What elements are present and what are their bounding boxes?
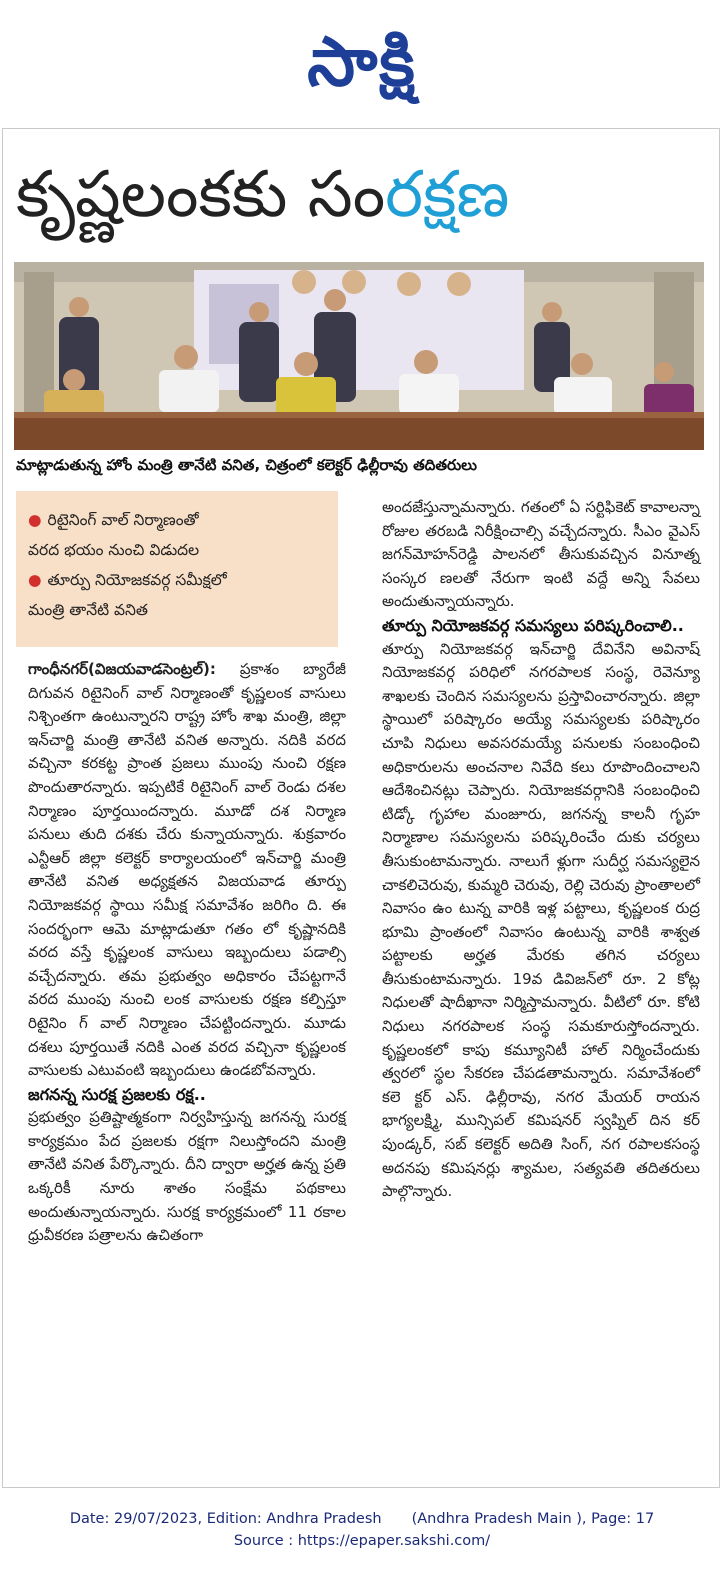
- footer-source-link[interactable]: Source : https://epaper.sakshi.com/: [233, 1533, 491, 1549]
- article-headline: [16, 160, 716, 230]
- highlight-line-1: ● రిటైనింగ్ వాల్ నిర్మాణంతో: [28, 511, 199, 529]
- bullet-icon: ●: [28, 571, 42, 589]
- subheading-jagananna-suraksha: జగనన్న సురక్ష ప్రజలకు రక్ష..: [28, 1084, 206, 1104]
- footer-edition-line: Date: 29/07/2023, Edition: Andhra Pradesh (Andhra Pradesh Main ), Page: 17: [69, 1511, 655, 1527]
- article-photo: [14, 262, 704, 450]
- meeting-photo-illustration: [14, 262, 704, 450]
- highlight-line-3: ● తూర్పు నియోజకవర్గ సమీక్షలో: [28, 571, 227, 589]
- highlight-line-4: మంత్రి తానేటి వనిత: [28, 601, 148, 619]
- body-paragraph-2: ప్రభుత్వం ప్రతిష్టాత్మకంగా నిర్వహిస్తున్న జగనన్న సురక్ష కార్యక్రమం పేద ప్రజలకు రక్షగా నిలుస్తోందని మంత్రి తానేటి వనిత పేర్కొన్నారు. దీని ద్వారా అర్హత ఉన్న ప్రతి ఒక్కరికీ నూరు శాతం సంక్షేమ పథకాలు అందుతున్నాయన్నారు. సురక్ష కార్యక్రమంలో 11 రకాల ధ్రువీకరణ పత్రాలను ఉచితంగా: [28, 1108, 346, 1245]
- body-paragraph-1: గాంధీనగర్(విజయవాడసెంట్రల్): ప్రకాశం బ్యారేజీ దిగువన రిటైనింగ్ వాల్ నిర్మాణంతో కృష్ణలంక వాసులు నిశ్చింతగా ఉంటున్నారని రాష్ట్ర హోం శాఖ మంత్రి, జిల్లా ఇన్‌చార్జి మంత్రి తానేటి వనిత అన్నారు. నదికి వరద వచ్చినా కరకట్ట ప్రాంత ప్రజలు ముంపు నుంచి రక్షణ పొందుతారన్నారు. ఇప్పటికే రిటైనింగ్ వాల్ రెండు దశల నిర్మాణం పూర్తయిందన్నారు. మూడో దశ నిర్మాణ పనులు తుది దశకు చేరు కున్నాయన్నారు. శుక్రవారం ఎన్టీఆర్ జిల్లా కలెక్టర్ కార్యాలయంలో ఇన్‌చార్జి మంత్రి తానేటి వనిత అధ్యక్షతన విజయవాడ తూర్పు నియోజకవర్గ స్థాయి సమీక్ష సమావేశం జరిగిం ది. ఈ సందర్భంగా ఆమె మాట్లాడుతూ గతం లో కృష్ణానదికి వరద వస్తే కృష్ణలంక వాసులు ఇబ్బందులు పడాల్సి వచ్చేదన్నారు. తమ ప్రభుత్వం అధికారం చేపట్టగానే వరద ముంపు నుంచి లంక వాసులకు రక్షణ కల్పిస్తూ రిటైనిం గ్ వాల్ నిర్మాణం చేపట్టిందన్నారు. మూడు దశలు పూర్తయితే నదికి ఎంత వరద వచ్చినా కృష్ణలంక వాసులకు ఎటువంటి ఇబ్బందులు ఉండబోవన్నారు.: [28, 660, 346, 1080]
- article-column-right: [382, 496, 700, 1204]
- bullet-icon: ●: [28, 511, 42, 529]
- subheading-east-constituency: తూర్పు నియోజకవర్గ సమస్యలు పరిష్కరించాలి..: [382, 615, 684, 635]
- epaper-footer: [0, 1508, 724, 1552]
- headline-main: కృష్ణలంకకు సం: [16, 158, 386, 232]
- body-paragraph-3: అందజేస్తున్నామన్నారు. గతంలో ఏ సర్టిఫికెట్ కావాలన్నా రోజుల తరబడి నిరీక్షించాల్సి వచ్చేదన్నారు. సీఎం వైఎస్ జగన్‌మోహన్‌రెడ్డి పాలనలో తీసుకువచ్చిన వినూత్న సంస్కర ణలతో నేరుగా ఇంటి వద్దే అన్ని సేవలు అందుతున్నాయన్నారు.: [382, 498, 700, 611]
- highlights-box: [16, 491, 338, 647]
- headline-accent: రక్షణ: [385, 158, 510, 232]
- dateline: గాంధీనగర్(విజయవాడసెంట్రల్):: [28, 660, 216, 678]
- masthead: [0, 0, 724, 126]
- body-paragraph-4: తూర్పు నియోజకవర్గ ఇన్‌చార్జి దేవినేని అవినాష్ నియోజకవర్గ పరిధిలో నగరపాలక సంస్థ, రెవెన్యూ శాఖలకు చెందిన సమస్యలను ప్రస్తావించారన్నారు. జిల్లా స్థాయిలో పరిష్కారం అయ్యే సమస్యలకు పరిష్కారం చూపి నిధులు అవసరమయ్యే పనులకు సంబంధించి అధికారులను అంచనాల నివేది కలు రూపొందించాలని ఆదేశించినట్లు చెప్పారు. నియోజకవర్గానికి సంబంధించి టిడ్కో గృహాల మంజూరు, జగనన్న కాలనీ గృహ నిర్మాణాల సమస్యలను పరిష్కరించేం దుకు చర్యలు తీసుకుంటామన్నారు. నాలుగే ళ్లుగా సుదీర్ఘ సమస్యలైన చాకలిచెరువు, కుమ్మరి చెరువు, రెల్లి చెరువు ప్రాంతాలలో నివాసం ఉం టున్న వారికి ఇళ్ల పట్టాలు, కృష్ణలంక రుద్ర భూమి ప్రాంతంలో నివాసం ఉంటున్న వారికి శాశ్వత పట్టాలకు అర్హత మేరకు తగిన చర్యలు తీసుకుంటామన్నారు. 19వ డివిజన్‌లో రూ. 2 కోట్ల నిధులతో షాదీఖానా నిర్మిస్తామన్నారు. వీటిలో రూ. కోటి నిధులు నగరపాలక సంస్థ సమకూరుస్తోందన్నారు. కృష్ణలంకలో కాపు కమ్యూనిటీ హాల్ నిర్మించేందుకు త్వరలో స్థల సేకరణ చేపడతామన్నారు. సమావేశంలో కలె క్టర్ ఎస్. ఢిల్లీరావు, నగర మేయర్ రాయన భాగ్యలక్ష్మి, మున్సిపల్ కమిషనర్ స్వప్నిల్ దిన కర్ పుండ్కర్, సబ్ కలెక్టర్ అదితి సింగ్, నగ రపాలకసంస్థ అదనపు కమిషనర్లు శ్యామల, సత్యవతి తదితరులు పాల్గొన్నారు.: [382, 639, 700, 1201]
- photo-caption: మాట్లాడుతున్న హోం మంత్రి తానేటి వనిత, చిత్రంలో కలెక్టర్ ఢిల్లీరావు తదితరులు: [16, 456, 477, 474]
- article-column-left: [28, 658, 346, 1248]
- sakshi-logo[interactable]: సాక్షి: [307, 23, 417, 102]
- highlight-line-2: వరద భయం నుంచి విడుదల: [28, 541, 200, 559]
